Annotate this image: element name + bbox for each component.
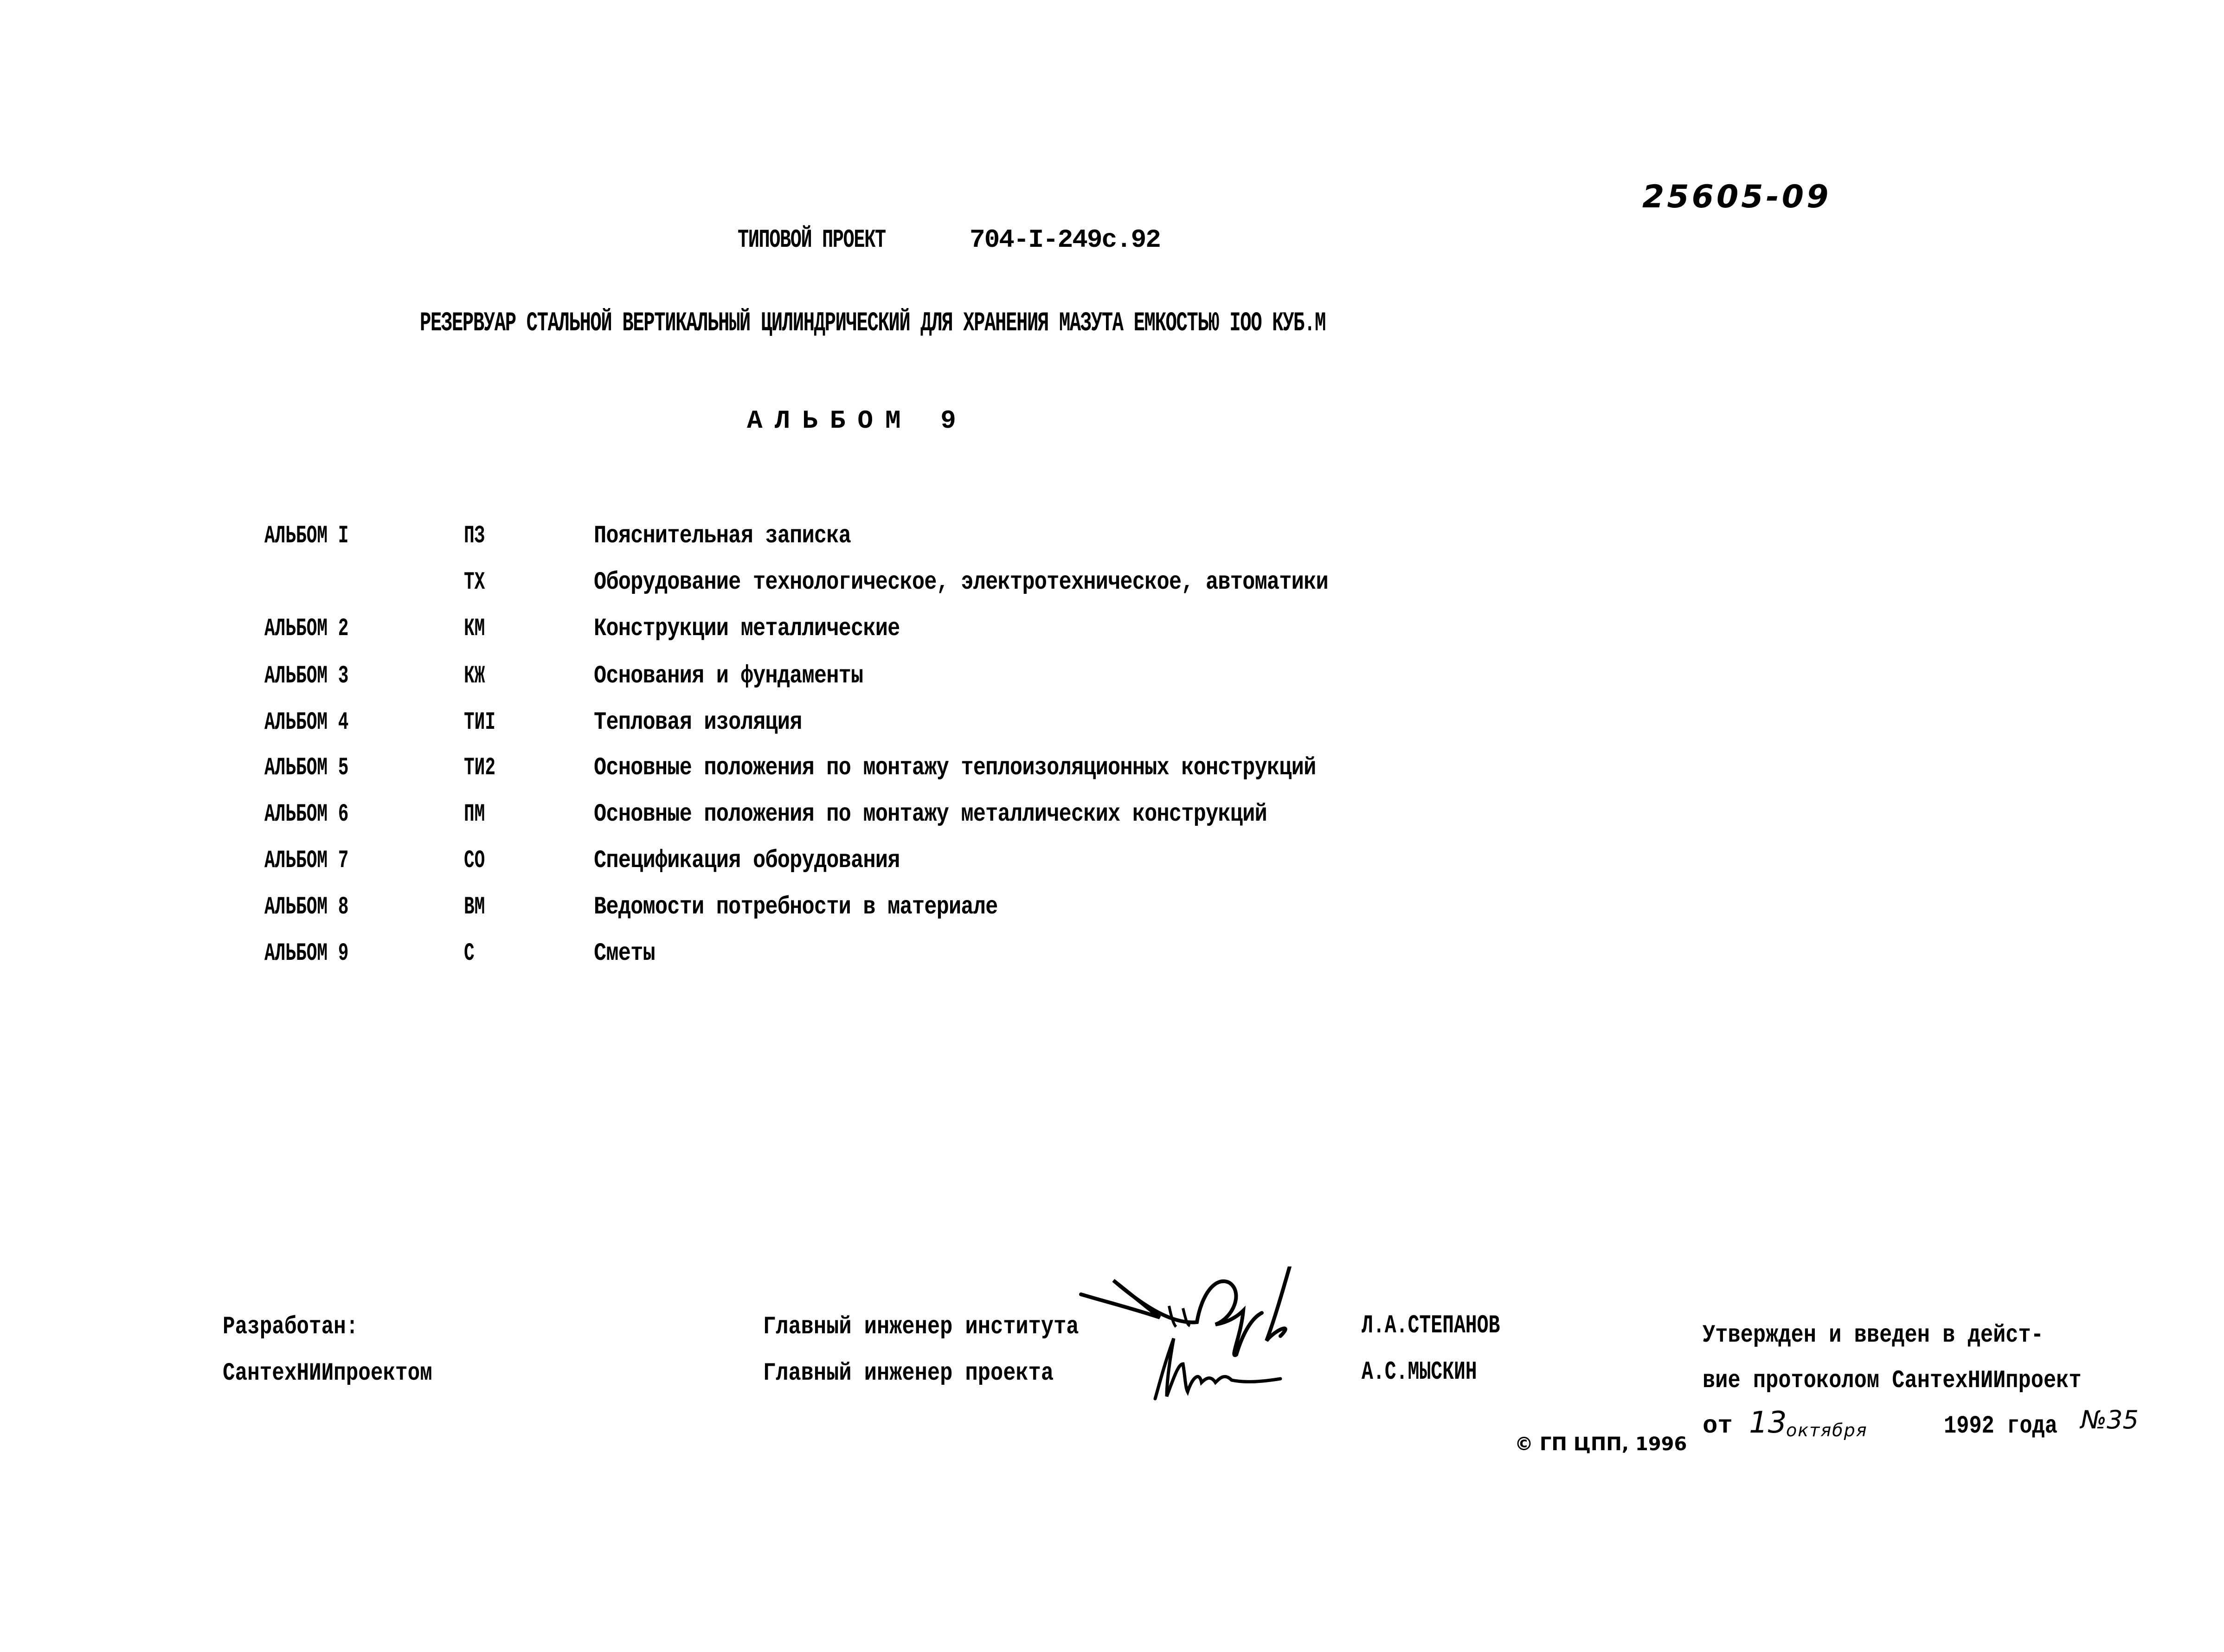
album-code: ТИ2 <box>464 754 496 782</box>
album-code: ТИI <box>464 708 496 737</box>
document-number: 25605-09 <box>1642 179 1832 215</box>
handwritten-signature-icon <box>1141 1336 1318 1406</box>
copyright-notice: © ГП ЦПП, 1996 <box>1515 1433 1687 1455</box>
album-number: АЛЬБОМ 4 <box>264 708 349 737</box>
album-number: АЛЬБОМ 8 <box>264 893 349 921</box>
album-code: ПЗ <box>464 522 485 550</box>
album-number: АЛЬБОМ 5 <box>264 754 349 782</box>
handwritten-month: октября <box>1786 1420 1868 1440</box>
album-number: АЛЬБОМ 6 <box>264 800 349 829</box>
album-description: Основания и фундаменты <box>594 662 863 690</box>
developer-organization: СантехНИИпроектом <box>223 1359 432 1388</box>
album-number: АЛЬБОМ 3 <box>264 662 349 690</box>
album-description: Спецификация оборудования <box>594 847 900 875</box>
project-label: ТИПОВОЙ ПРОЕКТ <box>738 225 886 255</box>
album-description: Пояснительная записка <box>594 522 851 550</box>
album-code: КЖ <box>464 662 485 690</box>
album-number: АЛЬБОМ I <box>264 522 349 550</box>
album-number: АЛЬБОМ 7 <box>264 847 349 875</box>
signatory-name-project: А.С.МЫСКИН <box>1362 1357 1477 1387</box>
album-number: АЛЬБОМ 2 <box>264 615 349 643</box>
developed-by-label: Разработан: <box>223 1313 359 1341</box>
handwritten-day: 13 <box>1749 1406 1787 1440</box>
album-description: Конструкции металлические <box>594 615 900 643</box>
album-code: ТХ <box>464 568 485 597</box>
album-heading: АЛЬБОМ 9 <box>747 406 968 436</box>
album-description: Ведомости потребности в материале <box>594 893 998 921</box>
approval-date-prefix: от <box>1703 1412 1733 1440</box>
project-code: 704-I-249с.92 <box>970 225 1160 255</box>
album-description: Тепловая изоляция <box>594 708 802 737</box>
project-line <box>738 225 1160 255</box>
album-description: Основные положения по монтажу теплоизоляционных конструкций <box>594 754 1316 782</box>
album-description: Оборудование технологическое, электротехническое, автоматики <box>594 568 1328 597</box>
album-number: АЛЬБОМ 9 <box>264 939 349 968</box>
album-code: С <box>464 939 475 968</box>
signatory-name-institute: Л.А.СТЕПАНОВ <box>1362 1311 1500 1340</box>
document-title <box>420 309 1713 339</box>
document-title-text: РЕЗЕРВУАР СТАЛЬНОЙ ВЕРТИКАЛЬНЫЙ ЦИЛИНДРИЧЕСКИЙ ДЛЯ ХРАНЕНИЯ МАЗУТА ЕМКОСТЬЮ IOO КУБ.М <box>420 309 1325 339</box>
approval-statement <box>1703 1313 2153 1449</box>
album-code: КМ <box>464 615 485 643</box>
album-description: Сметы <box>594 939 655 968</box>
signature-role-project: Главный инженер проекта <box>763 1359 1054 1388</box>
signature-role-institute: Главный инженер института <box>763 1313 1079 1341</box>
album-code: СО <box>464 847 485 875</box>
approval-year: 1992 года <box>1944 1412 2057 1440</box>
album-code: ПМ <box>464 800 485 829</box>
album-code: ВМ <box>464 893 485 921</box>
handwritten-protocol-number: №35 <box>2081 1405 2139 1434</box>
approval-line-1: Утвержден и введен в дейст- <box>1703 1321 2044 1350</box>
album-description: Основные положения по монтажу металлических конструкций <box>594 800 1267 829</box>
approval-line-2: вие протоколом СантехНИИпроект <box>1703 1367 2082 1395</box>
